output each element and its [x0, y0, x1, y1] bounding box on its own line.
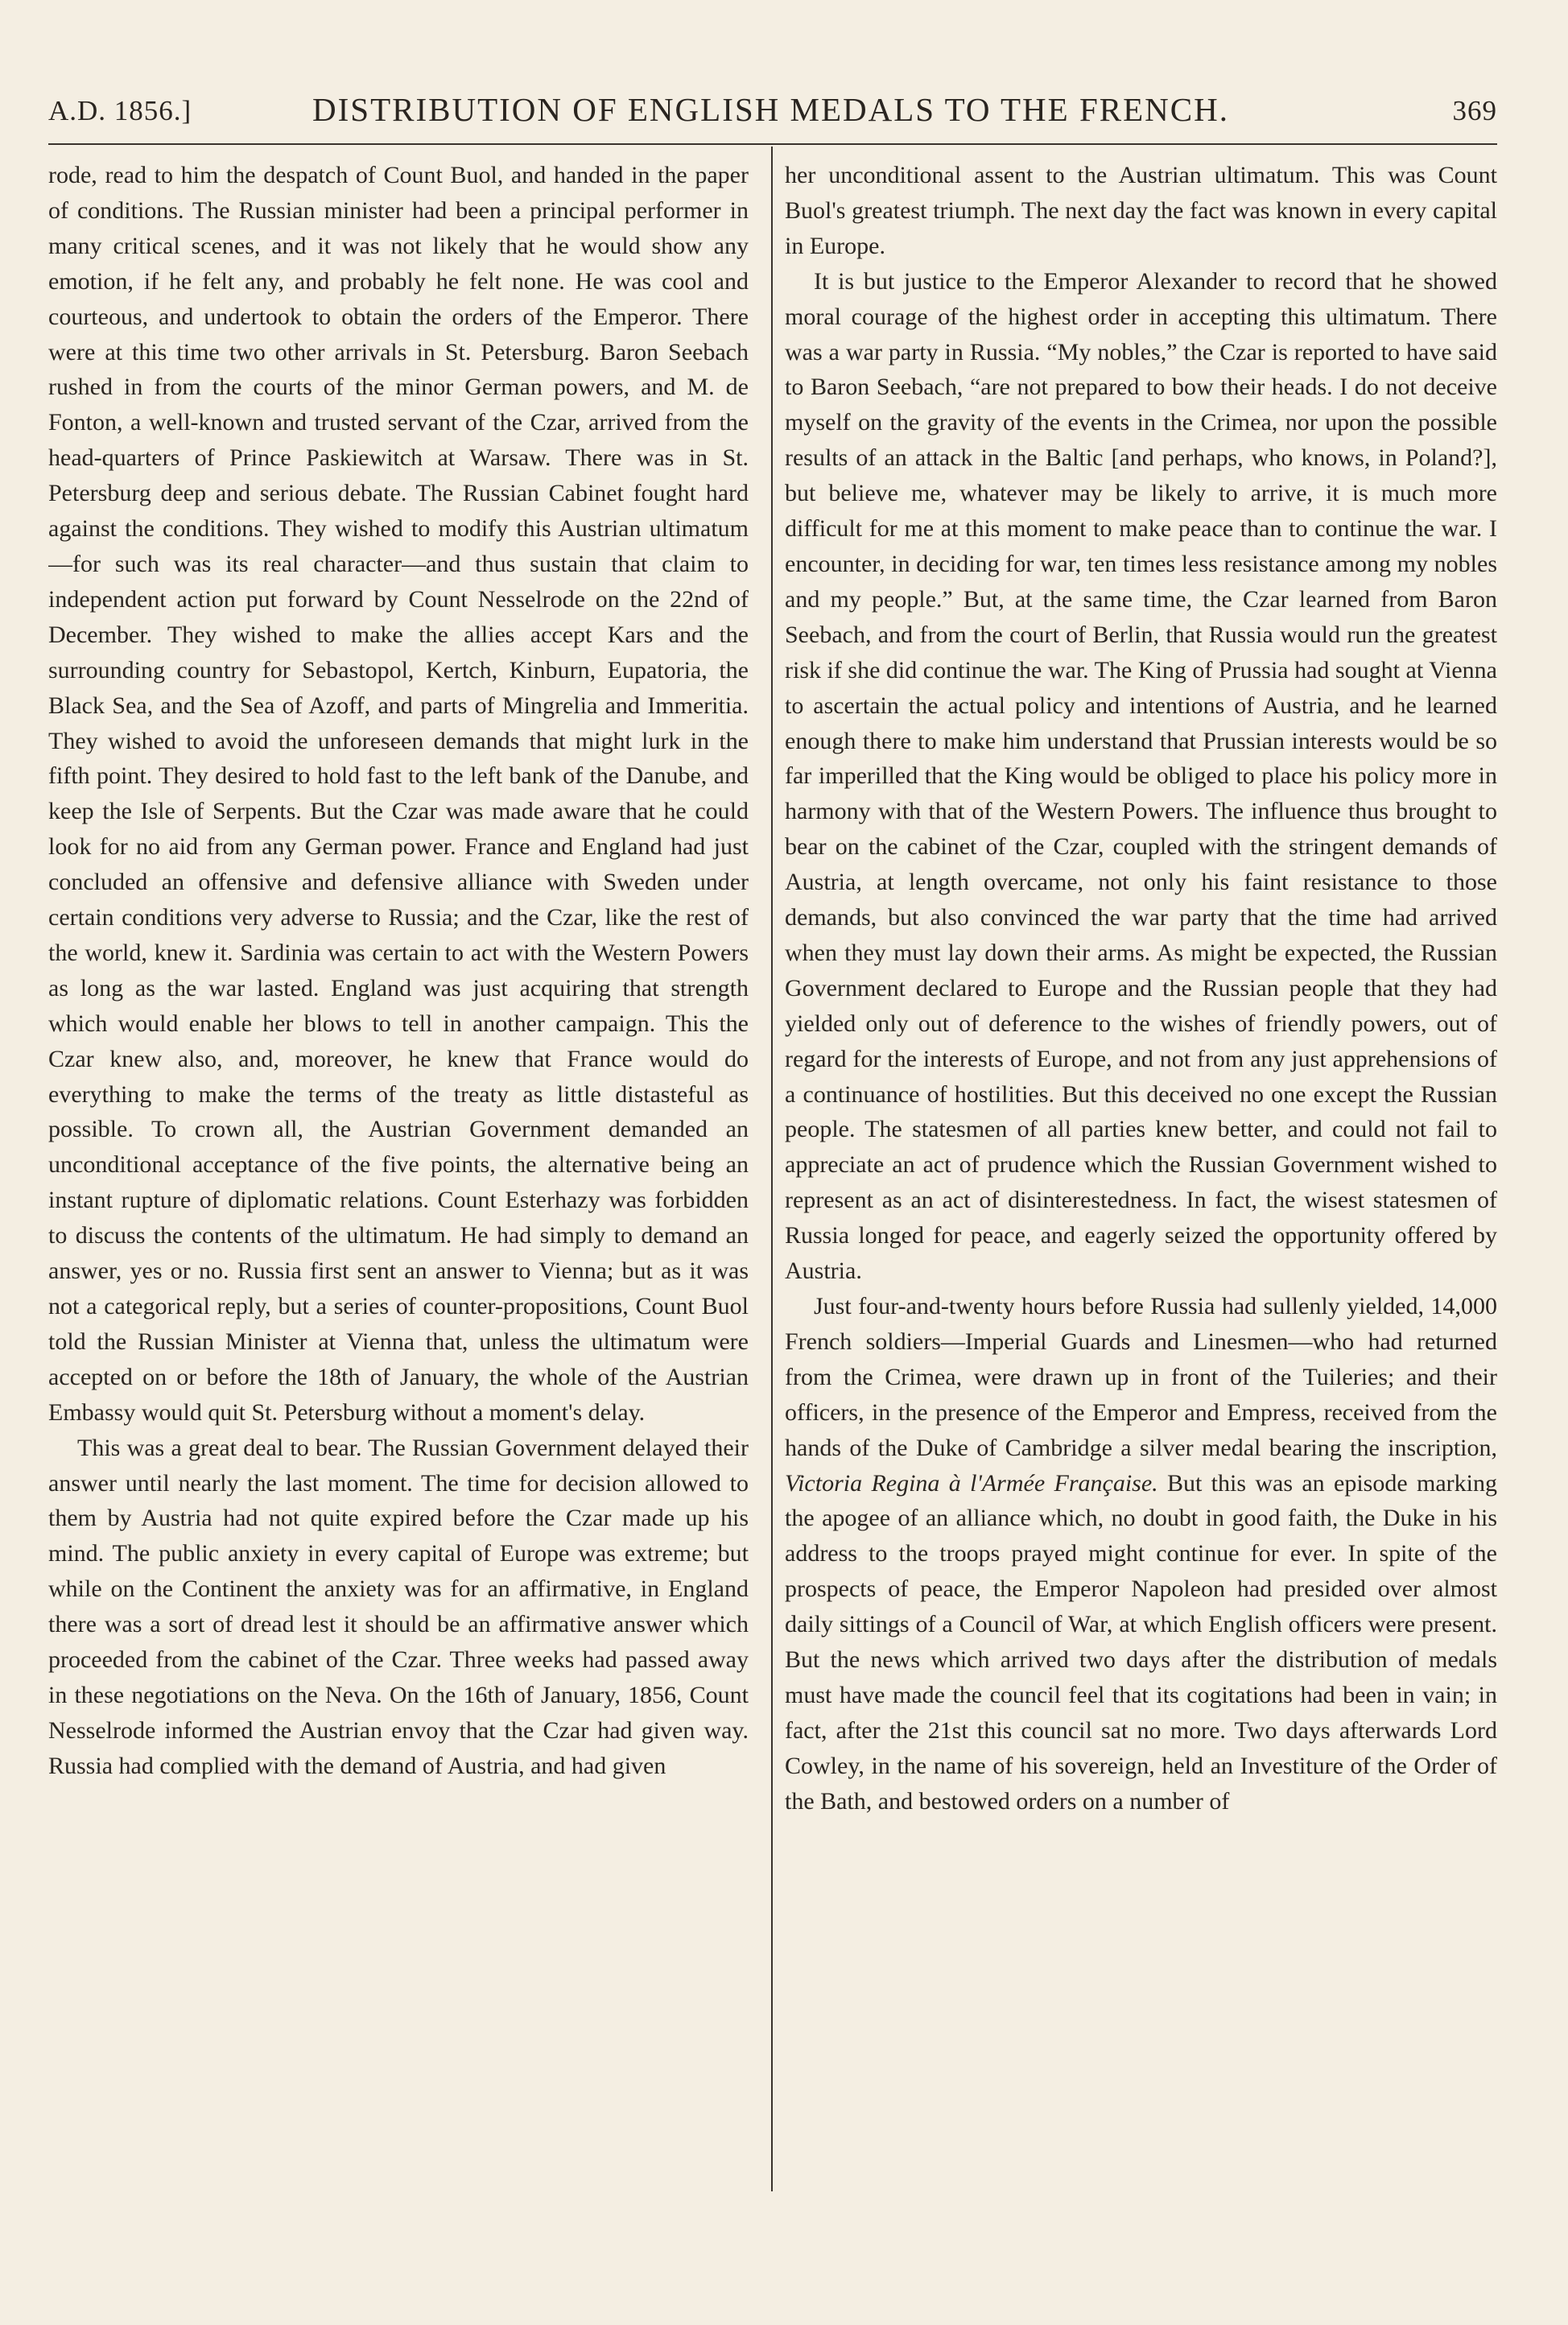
- paragraph: It is but justice to the Emperor Alexander to record that he showed moral courage of the highest order in accepting this ultimatum. There was a war party in Russia. “My nobles,” the Czar is reported to have said to Baron Seebach, “are not prepared to bow their heads. I do not deceive myself on the gravity of the events in the Crimea, nor upon the possible results of an attack in the Baltic [and perhaps, who knows, in Poland?], but believe me, whatever may be likely to arrive, it is much more difficult for me at this moment to make peace than to continue the war. I encounter, in deciding for war, ten times less resistance among my nobles and my people.” But, at the same time, the Czar learned from Baron Seebach, and from the court of Berlin, that Russia would run the greatest risk if she did continue the war. The King of Prussia had sought at Vienna to ascertain the actual policy and intentions of Austria, and he learned enough there to make him understand that Prussian interests would be so far imperilled that the King would be obliged to place his policy more in harmony with that of the Western Powers. The influence thus brought to bear on the cabinet of the Czar, coupled with the stringent demands of Austria, at length overcame, not only his faint resistance to those demands, but also convinced the war party that the time had arrived when they must lay down their arms. As might be expected, the Russian Government declared to Europe and the Russian people that they had yielded only out of deference to the wishes of friendly powers, out of regard for the interests of Europe, and not from any just apprehensions of a continuance of hostilities. But this deceived no one except the Russian people. The statesmen of all parties knew better, and could not fail to appreciate an act of prudence which the Russian Government wished to represent as an act of disinterestedness. In fact, the wisest statesmen of Russia longed for peace, and eagerly seized the opportunity offered by Austria.: [785, 267, 1497, 1285]
- paragraph-text: But this was an episode marking the apogee of an alliance which, no doubt in good faith, the Duke in his address to the troops prayed might continue for ever. In spite of the prospects of peace, the Emperor Napoleon had presided over almost daily sittings of a Council of War, at which English officers were present. But the news which arrived two days after the distribution of medals must have made the council feel that its cogitations had been in vain; in fact, after the 21st this council sat no more. Two days afterwards Lord Cowley, in the name of his sovereign, held an Investiture of the Order of the Bath, and bestowed orders on a number of: [785, 1469, 1497, 1815]
- column-divider: [771, 147, 773, 2191]
- header-rule: [48, 143, 1497, 145]
- paragraph: her unconditional assent to the Austrian ultimatum. This was Count Buol's greatest triumph. The next day the fact was known in every capital in Europe.: [785, 162, 1497, 259]
- paragraph: rode, read to him the despatch of Count Buol, and handed in the paper of conditions. The Russian minister had been a principal performer in many critical scenes, and it was not likely that he would show any emotion, if he felt any, and probably he felt none. He was cool and courteous, and undertook to obtain the orders of the Emperor. There were at this time two other arrivals in St. Petersburg. Baron Seebach rushed in from the courts of the minor German powers, and M. de Fonton, a well-known and trusted servant of the Czar, arrived from the head-quarters of Prince Paskiewitch at Warsaw. There was in St. Petersburg deep and serious debate. The Russian Cabinet fought hard against the conditions. They wished to modify this Austrian ultimatum—for such was its real character—and thus sustain that claim to independent action put forward by Count Nesselrode on the 22nd of December. They wished to make the allies accept Kars and the surrounding country for Sebastopol, Kertch, Kinburn, Eupatoria, the Black Sea, and the Sea of Azoff, and parts of Mingrelia and Immeritia. They wished to avoid the unforeseen demands that might lurk in the fifth point. They desired to hold fast to the left bank of the Danube, and keep the Isle of Serpents. But the Czar was made aware that he could look for no aid from any German power. France and England had just concluded an offensive and defensive alliance with Sweden under certain conditions very adverse to Russia; and the Czar, like the rest of the world, knew it. Sardinia was certain to act with the Western Powers as long as the war lasted. England was just acquiring that strength which would enable her blows to tell in another campaign. This the Czar knew also, and, moreover, he knew that France would do everything to make the terms of the treaty as little distasteful as possible. To crown all, the Austrian Government demanded an unconditional acceptance of the five points, the alternative being an instant rupture of diplomatic relations. Count Esterhazy was forbidden to discuss the contents of the ultimatum. He had simply to demand an answer, yes or no. Russia first sent an answer to Vienna; but as it was not a categorical reply, but a series of counter-propositions, Count Buol told the Russian Minister at Vienna that, unless the ultimatum were accepted on or before the 18th of January, the whole of the Austrian Embassy would quit St. Petersburg without a moment's delay.: [48, 162, 749, 1426]
- running-head: [48, 81, 1497, 129]
- running-head-title: DISTRIBUTION OF ENGLISH MEDALS TO THE FRENCH.: [312, 91, 1229, 128]
- paragraph-text: Just four-and-twenty hours before Russia had sullenly yielded, 14,000 French soldiers—Imperial Guards and Linesmen—who had returned from the Crimea, were drawn up in front of the Tuileries; and their officers, in the presence of the Emperor and Empress, received from the hands of the Duke of Cambridge a silver medal bearing the inscription,: [785, 1293, 1497, 1461]
- page-number: 369: [1452, 95, 1497, 126]
- paragraph: [785, 1289, 1497, 1819]
- left-column: [48, 158, 749, 2203]
- running-head-date: A.D. 1856.]: [48, 95, 192, 126]
- right-column: [785, 158, 1497, 2203]
- paragraph: This was a great deal to bear. The Russian Government delayed their answer until nearly the last moment. The time for decision allowed to them by Austria had not quite expired before the Czar made up his mind. The public anxiety in every capital of Europe was extreme; but while on the Continent the anxiety was for an affirmative, in England there was a sort of dread lest it should be an affirmative answer which proceeded from the cabinet of the Czar. Three weeks had passed away in these negotiations on the Neva. On the 16th of January, 1856, Count Nesselrode informed the Austrian envoy that the Czar had given way. Russia had complied with the demand of Austria, and had given: [48, 1434, 749, 1779]
- medal-inscription: Victoria Regina à l'Armée Française.: [785, 1469, 1158, 1497]
